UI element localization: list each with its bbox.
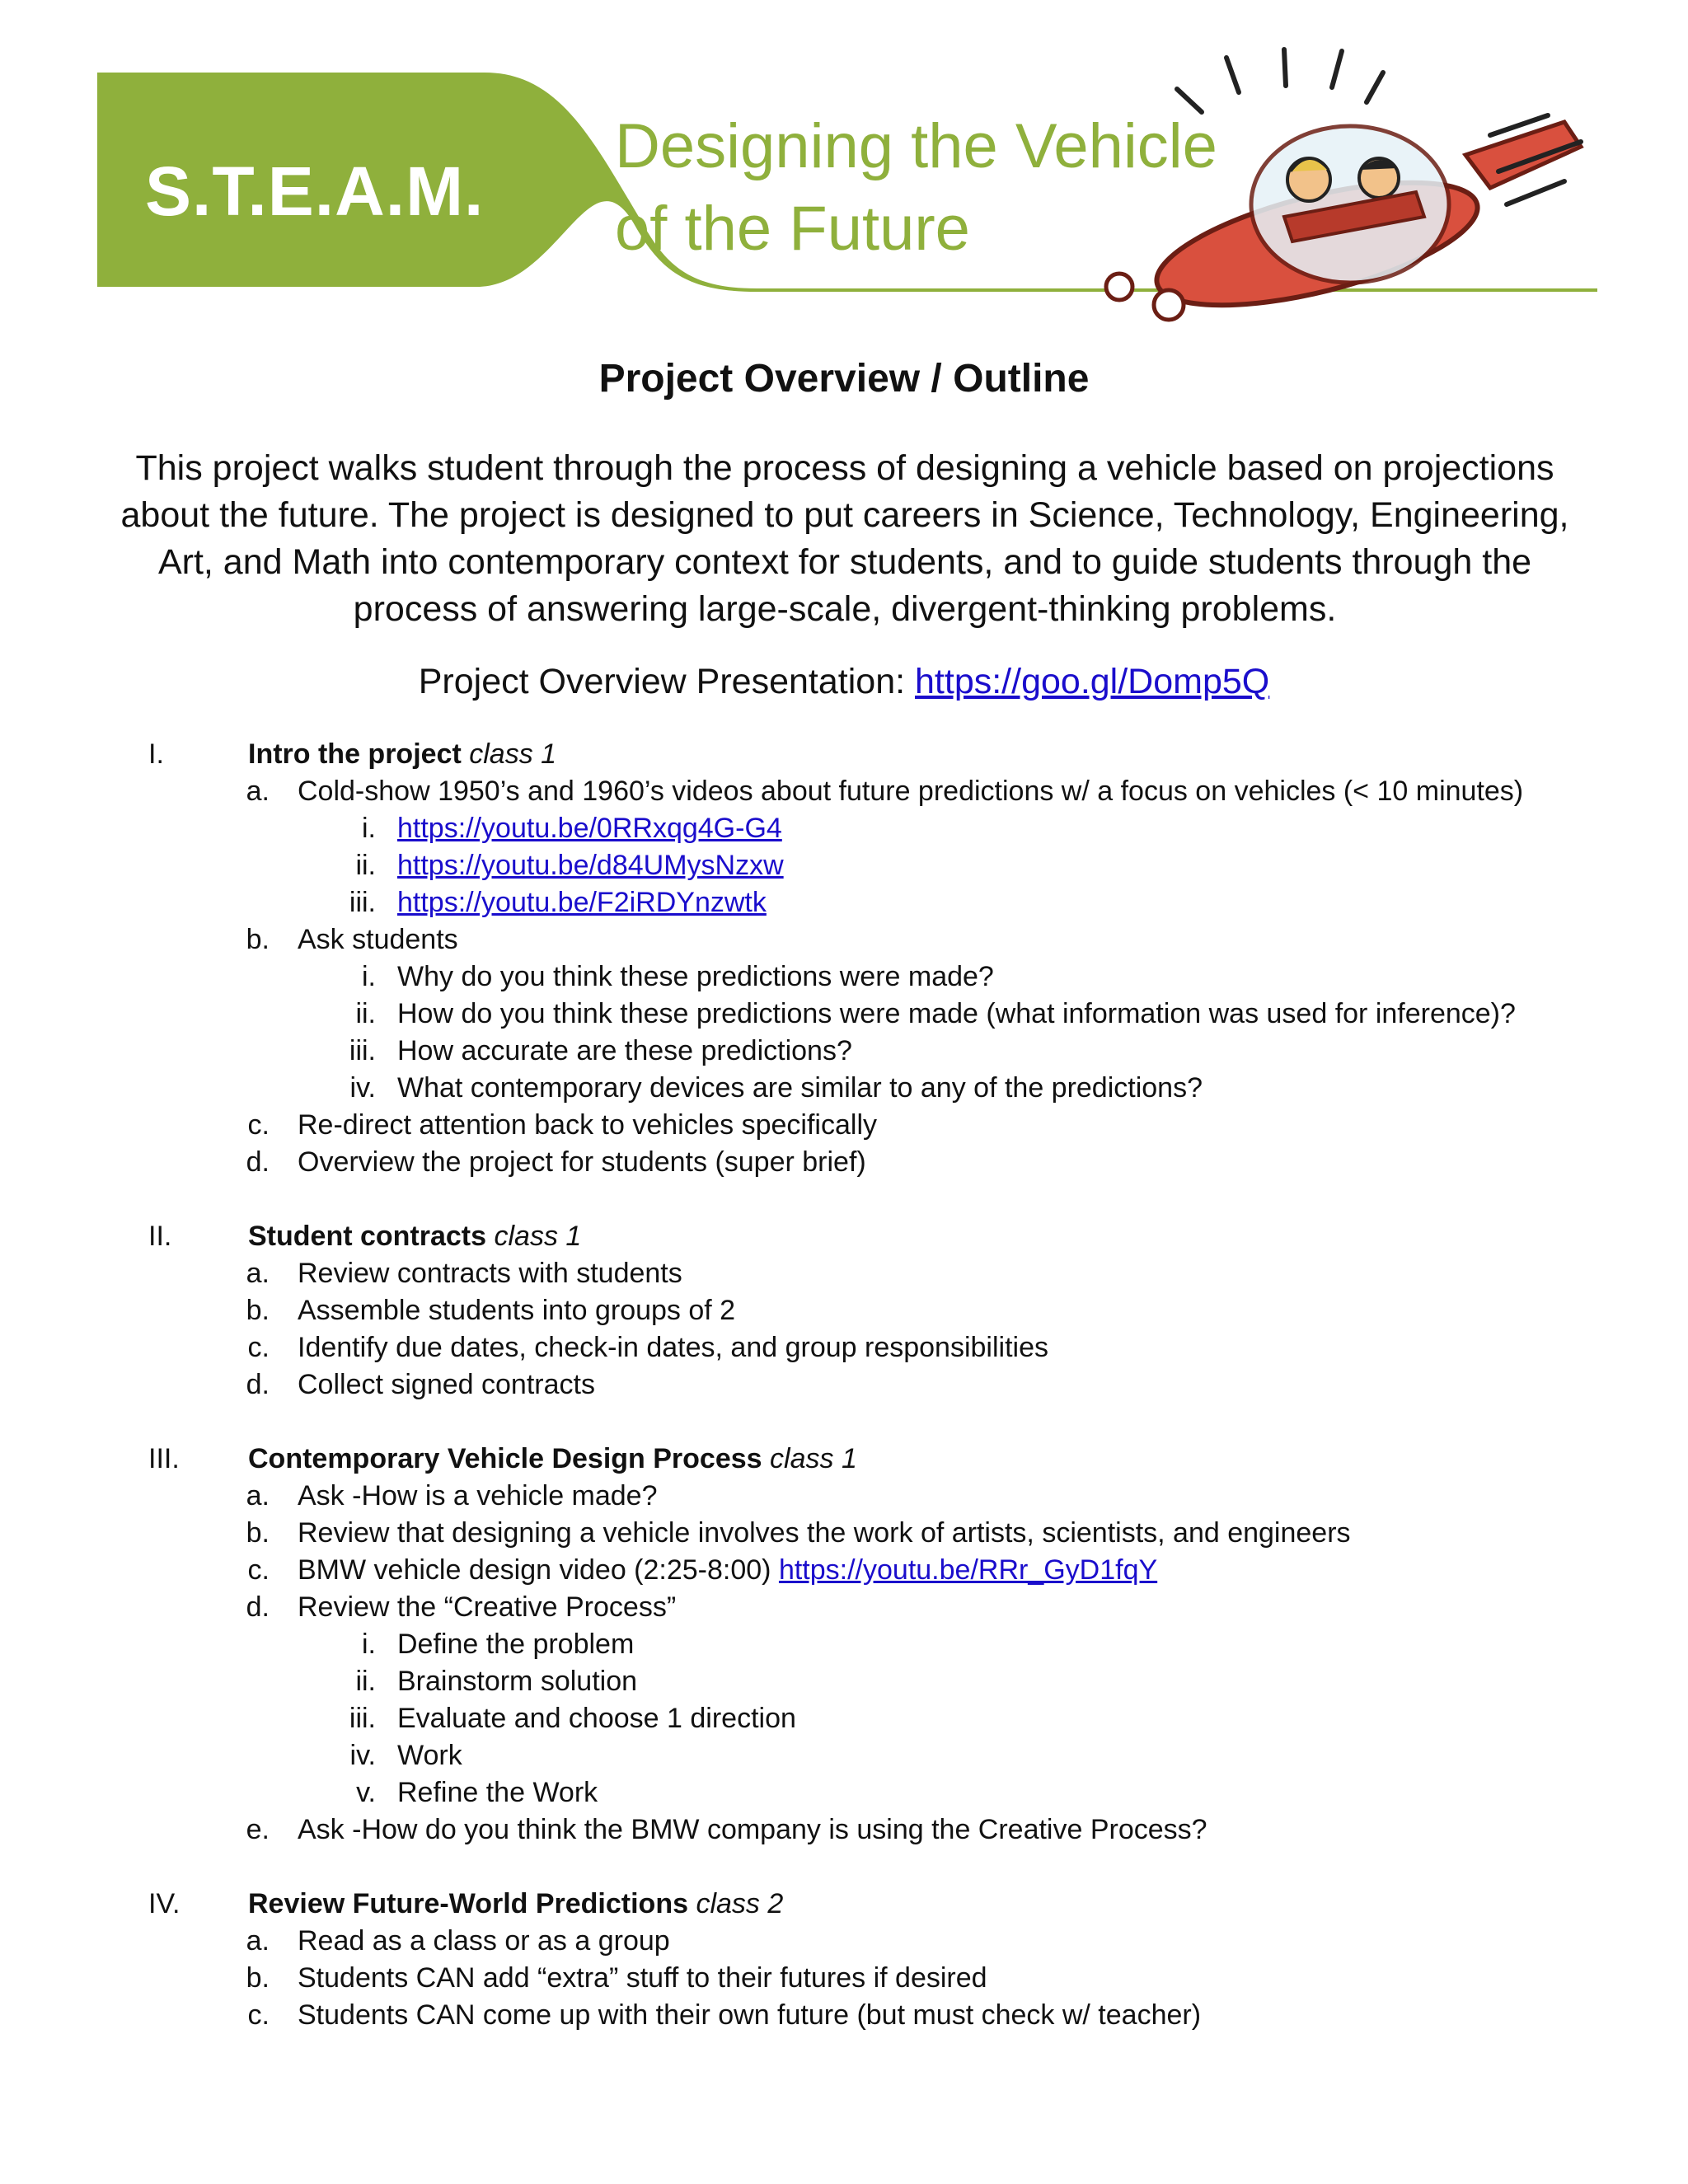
sub-item-marker: iv. — [349, 1740, 376, 1771]
sub-item-marker: i. — [362, 961, 376, 992]
item-text-content: Ask -How do you think the BMW company is using the Creative Process? — [298, 1814, 1207, 1845]
sub-item-text-content: Define the problem — [397, 1629, 635, 1660]
item-text-content: Overview the project for students (super brief) — [298, 1146, 866, 1178]
item-marker: a. — [246, 776, 270, 807]
item-marker: c. — [247, 1109, 270, 1141]
item-marker: a. — [246, 1925, 270, 1957]
sub-list-item — [0, 810, 1688, 847]
page-title: Project Overview / Outline — [598, 357, 1090, 401]
steam-label: S.T.E.A.M. — [145, 152, 485, 230]
sub-item-marker: iv. — [349, 1072, 376, 1104]
sub-item-text — [397, 996, 1516, 1033]
list-item — [0, 1811, 1688, 1849]
class-tag: class 1 — [770, 1443, 857, 1474]
video-link[interactable]: https://youtu.be/RRr_GyD1fqY — [778, 1554, 1158, 1586]
sub-list-item — [0, 958, 1688, 996]
item-text — [298, 1923, 670, 1960]
section-title-line — [248, 1441, 857, 1478]
sub-item-marker: i. — [362, 1629, 376, 1660]
item-marker: b. — [246, 1962, 270, 1994]
list-item — [0, 1478, 1688, 1515]
section-title-line — [248, 736, 556, 773]
item-text — [298, 1960, 987, 1997]
section-title-line — [248, 1218, 581, 1255]
sub-list-item — [0, 1070, 1688, 1107]
item-text — [298, 1255, 682, 1292]
item-marker: d. — [246, 1146, 270, 1178]
list-item — [0, 1107, 1688, 1144]
sub-item-text-content: Why do you think these predictions were made? — [397, 961, 994, 992]
item-text-content: Identify due dates, check-in dates, and group responsibilities — [298, 1332, 1048, 1363]
item-text-content: Assemble students into groups of 2 — [298, 1295, 736, 1326]
list-item — [0, 773, 1688, 810]
item-text-content: Collect signed contracts — [298, 1369, 595, 1400]
video-link[interactable]: https://youtu.be/0RRxqg4G-G4 — [397, 813, 782, 844]
sub-list-item — [0, 1774, 1688, 1811]
item-text — [298, 1366, 595, 1404]
list-item — [0, 1997, 1688, 2034]
sub-item-text-content: How accurate are these predictions? — [397, 1035, 852, 1066]
item-text-content: Students CAN add “extra” stuff to their futures if desired — [298, 1962, 987, 1994]
item-marker: a. — [246, 1258, 270, 1289]
item-marker: d. — [246, 1591, 270, 1623]
video-link[interactable]: https://youtu.be/d84UMysNzxw — [397, 850, 784, 881]
sub-list-item — [0, 996, 1688, 1033]
sub-list-item — [0, 1033, 1688, 1070]
sub-list-item — [0, 884, 1688, 921]
item-text — [298, 1292, 735, 1329]
class-tag: class 1 — [494, 1221, 582, 1252]
item-text-content: Review the “Creative Process” — [298, 1591, 677, 1623]
sub-item-marker: ii. — [355, 1666, 376, 1697]
banner-title-line-1: Designing the Vehicle — [615, 111, 1217, 181]
sub-item-marker: ii. — [355, 998, 376, 1029]
item-marker: e. — [246, 1814, 270, 1845]
item-text-content: Ask -How is a vehicle made? — [298, 1480, 658, 1511]
item-marker: c. — [247, 1554, 270, 1586]
section-title: Intro the project — [248, 738, 462, 770]
section-number: II. — [148, 1221, 172, 1252]
section-title: Contemporary Vehicle Design Process — [248, 1443, 762, 1474]
outline-section-4 — [0, 1886, 1688, 2034]
section-heading — [0, 1218, 1688, 1255]
item-text-content: Re-direct attention back to vehicles specifically — [298, 1109, 877, 1141]
intro-paragraph: This project walks student through the process of designing a vehicle based on projections about the future. The project is designed to put careers in Science, Technology, Engineering, Art, and Math into contemporary context for students, and to guide students through the process of answering large-scale, divergent-thinking problems. — [120, 448, 1569, 629]
list-item — [0, 1292, 1688, 1329]
item-text-content: Review contracts with students — [298, 1258, 682, 1289]
video-link[interactable]: https://youtu.be/F2iRDYnzwtk — [397, 887, 767, 918]
overview-presentation-link[interactable]: https://goo.gl/Domp5Q — [915, 662, 1270, 701]
item-text-content: BMW vehicle design video (2:25-8:00) — [298, 1554, 779, 1586]
item-marker: c. — [247, 1332, 270, 1363]
sub-list-item — [0, 1663, 1688, 1700]
item-text — [298, 1107, 877, 1144]
item-marker: d. — [246, 1369, 270, 1400]
item-text — [298, 1811, 1207, 1849]
sub-item-marker: ii. — [355, 850, 376, 881]
item-text-content: Read as a class or as a group — [298, 1925, 670, 1957]
section-number: IV. — [148, 1888, 181, 1919]
list-item — [0, 1255, 1688, 1292]
outline-section-1 — [0, 736, 1688, 1181]
overview-presentation-line — [0, 662, 1688, 702]
sub-list-item — [0, 1626, 1688, 1663]
item-marker: c. — [247, 1999, 270, 2031]
list-item — [0, 1515, 1688, 1552]
list-item — [0, 1552, 1688, 1589]
sub-item-text — [397, 884, 767, 921]
list-item — [0, 921, 1688, 958]
list-item — [0, 1329, 1688, 1366]
sub-item-text-content: What contemporary devices are similar to any of the predictions? — [397, 1072, 1203, 1104]
banner-title-line-2: of the Future — [615, 194, 970, 264]
item-text — [298, 773, 1523, 810]
item-text — [298, 1997, 1201, 2034]
sub-item-text — [397, 1033, 852, 1070]
sub-item-text — [397, 1663, 637, 1700]
list-item — [0, 1144, 1688, 1181]
item-text — [298, 1552, 1157, 1589]
class-tag: class 2 — [696, 1888, 784, 1919]
item-marker: a. — [246, 1480, 270, 1511]
item-text-content: Review that designing a vehicle involves the work of artists, scientists, and engineers — [298, 1517, 1351, 1549]
item-text-content: Ask students — [298, 924, 458, 955]
sub-item-text — [397, 847, 784, 884]
sub-list-item — [0, 847, 1688, 884]
banner — [97, 40, 1597, 353]
sub-item-marker: v. — [356, 1777, 376, 1808]
item-marker: b. — [246, 1295, 270, 1326]
section-number: I. — [148, 738, 164, 770]
sub-item-marker: i. — [362, 813, 376, 844]
section-heading — [0, 1886, 1688, 1923]
section-heading — [0, 736, 1688, 773]
item-text — [298, 1144, 866, 1181]
section-title: Review Future-World Predictions — [248, 1888, 689, 1919]
sub-item-text — [397, 1774, 598, 1811]
list-item — [0, 1923, 1688, 1960]
sub-item-text — [397, 1070, 1203, 1107]
section-title: Student contracts — [248, 1221, 487, 1252]
section-number: III. — [148, 1443, 180, 1474]
outline-section-2 — [0, 1218, 1688, 1404]
class-tag: class 1 — [469, 738, 557, 770]
item-text — [298, 1515, 1351, 1552]
sub-item-text — [397, 1626, 634, 1663]
sub-item-text — [397, 1737, 462, 1774]
item-marker: b. — [246, 1517, 270, 1549]
item-text — [298, 1589, 676, 1626]
sub-list-item — [0, 1737, 1688, 1774]
overview-label: Project Overview Presentation: — [418, 662, 916, 701]
sub-item-text-content: How do you think these predictions were made (what information was used for inference)? — [397, 998, 1516, 1029]
sub-item-marker: iii. — [349, 1703, 376, 1734]
item-text-content: Cold-show 1950’s and 1960’s videos about future predictions w/ a focus on vehicles (< 10 minutes) — [298, 776, 1524, 807]
item-text-content: Students CAN come up with their own future (but must check w/ teacher) — [298, 1999, 1202, 2031]
section-heading — [0, 1441, 1688, 1478]
sub-item-text-content: Work — [397, 1740, 462, 1771]
sub-item-text-content: Evaluate and choose 1 direction — [397, 1703, 796, 1734]
list-item — [0, 1366, 1688, 1404]
item-text — [298, 921, 458, 958]
sub-item-text-content: Refine the Work — [397, 1777, 598, 1808]
sub-item-marker: iii. — [349, 887, 376, 918]
section-title-line — [248, 1886, 783, 1923]
sub-list-item — [0, 1700, 1688, 1737]
item-marker: b. — [246, 924, 270, 955]
item-text — [298, 1478, 658, 1515]
list-item — [0, 1960, 1688, 1997]
sub-item-text — [397, 810, 782, 847]
sub-item-text — [397, 1700, 796, 1737]
sub-item-text-content: Brainstorm solution — [397, 1666, 638, 1697]
item-text — [298, 1329, 1048, 1366]
list-item — [0, 1589, 1688, 1626]
sub-item-marker: iii. — [349, 1035, 376, 1066]
sub-item-text — [397, 958, 994, 996]
retro-flying-car-icon — [1106, 49, 1581, 330]
outline-section-3 — [0, 1441, 1688, 1849]
